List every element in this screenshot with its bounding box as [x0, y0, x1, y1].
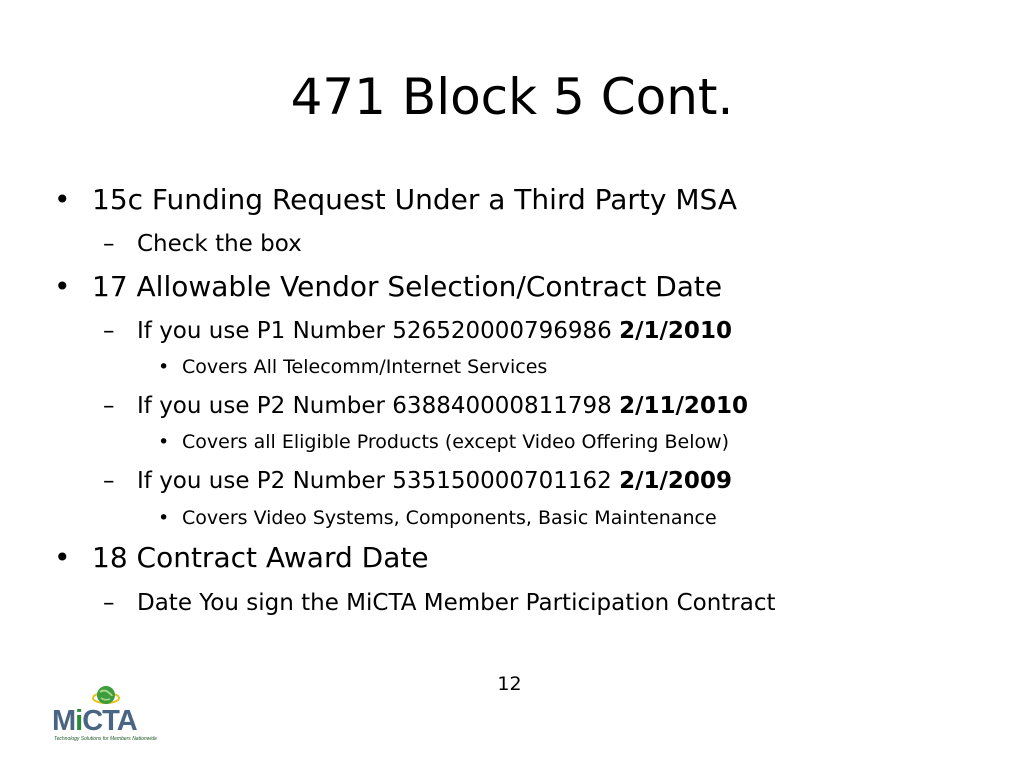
p2-date-1: 2/11/2010	[619, 393, 748, 419]
p2-number-1-text: If you use P2 Number 638840000811798	[137, 393, 620, 419]
p1-date: 2/1/2010	[619, 318, 732, 344]
bullet-contract-award: • 18 Contract Award Date	[92, 540, 429, 576]
logo-tagline: Technology Solutions for Members Nationwide	[54, 736, 157, 742]
bullet-vendor-selection: • 17 Allowable Vendor Selection/Contract Date	[92, 269, 722, 305]
sub-bullet-p2-number-2	[137, 466, 732, 496]
sub-bullet-p2-number-1	[137, 391, 748, 421]
sub-sub-bullet-eligible-products: • Covers all Eligible Products (except Video Offering Below)	[182, 429, 729, 455]
sub-bullet-sign-contract: – Date You sign the MiCTA Member Participation Contract	[137, 588, 776, 618]
sub-sub-bullet-video-systems: • Covers Video Systems, Components, Basic Maintenance	[182, 505, 717, 531]
slide-title: 471 Block 5 Cont.	[290, 68, 734, 126]
p2-date-2: 2/1/2009	[619, 468, 732, 494]
micta-logo	[52, 684, 157, 748]
sub-bullet-p1-number	[137, 316, 732, 346]
sub-bullet-check-box: – Check the box	[137, 229, 302, 259]
p2-number-2-text: If you use P2 Number 535150000701162	[137, 468, 620, 494]
sub-sub-bullet-telecomm: • Covers All Telecomm/Internet Services	[182, 354, 547, 380]
logo-wordmark: MiCTA	[52, 705, 137, 737]
p1-number-text: If you use P1 Number 526520000796986	[137, 318, 620, 344]
page-number: 12	[497, 673, 522, 695]
bullet-funding-request: • 15c Funding Request Under a Third Party MSA	[92, 182, 737, 218]
